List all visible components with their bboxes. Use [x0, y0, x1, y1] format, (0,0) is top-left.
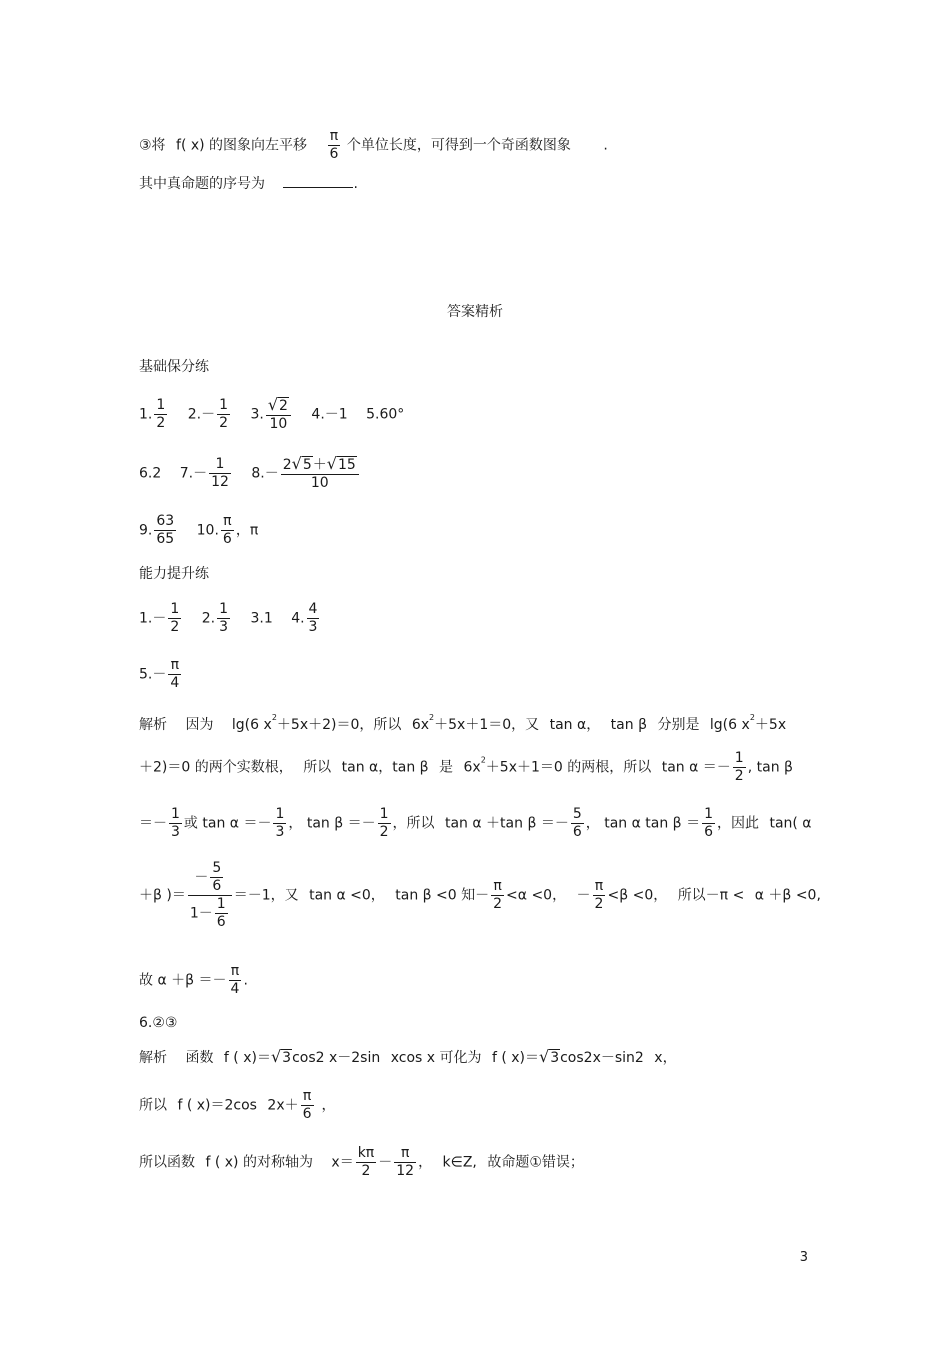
solution-6-line-3 — [139, 1145, 584, 1180]
text: ＋2)＝0 的两个实数根， — [139, 759, 293, 776]
text: . — [603, 137, 608, 154]
text: x — [263, 717, 272, 733]
text: f( x) 的图象向左平移 — [176, 137, 308, 154]
text: f ( x) 的对称轴为 — [205, 1154, 313, 1171]
section-title-advanced: 能力提升练 — [139, 566, 209, 582]
text: 所以－π < — [677, 887, 745, 904]
text: x — [741, 717, 750, 733]
text: 10. — [196, 522, 219, 539]
text: . — [353, 176, 358, 192]
answers-row-2 — [139, 455, 361, 492]
text: cos2x－sin2 — [560, 1050, 644, 1066]
sqrt: √15 — [326, 454, 356, 473]
fraction: $\frac{\pi}{2}$ — [594, 878, 604, 912]
fraction: $\frac{1}{3}$ — [171, 806, 180, 840]
text: k∈Z, — [442, 1154, 477, 1171]
text: f ( x)＝ — [223, 1050, 271, 1066]
fraction: $\frac{1}{6}$ — [704, 806, 713, 840]
text: 3.1 — [250, 610, 273, 627]
text: ＋5x＋1＝0 的两根，所以 — [485, 759, 652, 776]
text: tan α tan β ＝ — [604, 815, 701, 832]
text: ， — [585, 815, 600, 832]
fraction: $\frac{4}{3}$ — [308, 601, 318, 635]
text: ， — [418, 1154, 433, 1171]
text: lg(6 — [709, 717, 738, 733]
text: 3. — [250, 406, 264, 423]
problem-line-3 — [139, 128, 608, 163]
superscript: 2 — [480, 755, 486, 765]
text: 7.－ — [179, 465, 208, 482]
sqrt: √3 — [538, 1047, 560, 1066]
text: 或 tan α ＝－ — [183, 815, 272, 832]
text: 其中真命题的序号为 — [139, 176, 265, 192]
fraction: $\frac{\pi}{4}$ — [170, 657, 180, 691]
solution-5-line-2 — [139, 750, 793, 785]
problem-question — [139, 174, 358, 194]
text: tan α <0， — [309, 887, 385, 904]
text: <β <0， — [607, 887, 668, 904]
fraction: $\frac{\pi}{2}$ — [493, 878, 503, 912]
text: 9. — [139, 522, 153, 539]
fraction: $\frac{1}{3}$ — [275, 806, 285, 840]
fraction: $\frac{63}{65}$ — [156, 513, 175, 547]
fraction: $\frac{5}{6}$ — [212, 860, 222, 894]
answers-row-adv-1 — [139, 601, 321, 636]
fraction: $\frac{\pi}{12}$ — [396, 1145, 415, 1179]
answers-row-adv-6: 6.②③ — [139, 1015, 178, 1031]
text: tan β — [610, 717, 647, 733]
text: ，π — [235, 522, 259, 539]
answers-row-1 — [139, 396, 404, 433]
answer-title: 答案精析 — [447, 304, 503, 320]
text: 6x — [463, 759, 481, 776]
fraction: $\frac{\pi}{6}$ — [329, 128, 339, 162]
fraction: $\frac{1}{12}$ — [211, 456, 229, 490]
text: 1.－ — [139, 610, 167, 627]
sqrt: √2 — [267, 395, 288, 414]
label-analysis: 解析 — [139, 717, 167, 733]
text: － — [378, 1154, 393, 1171]
text: 4. — [291, 610, 305, 627]
text: tan α，tan β — [341, 759, 429, 776]
text: 是 — [439, 759, 454, 776]
text: 2. — [201, 610, 216, 627]
text: 分别是 — [657, 717, 700, 733]
text: ，所以 — [392, 815, 435, 832]
text: 8.－ — [251, 465, 279, 482]
text: 故 α ＋β ＝－ — [139, 972, 227, 989]
superscript: 2 — [429, 713, 435, 722]
fraction: $\frac{5}{6}$ — [572, 806, 582, 840]
fraction: $\frac{1}{3}$ — [219, 601, 229, 635]
text: α ＋β <0, — [754, 887, 821, 904]
text: f ( x)＝ — [491, 1050, 539, 1066]
fraction: $\frac{√2}{10}$ — [266, 396, 291, 433]
answer-blank — [283, 175, 353, 188]
fraction: $\frac{1}{2}$ — [170, 601, 180, 635]
text: tan α ＝－ — [661, 759, 731, 776]
text: lg(6 — [231, 717, 260, 733]
text: 所以 — [139, 1097, 167, 1114]
text: , tan β — [747, 759, 793, 776]
text: x， — [654, 1050, 677, 1066]
text: tan α ＋tan β ＝－ — [444, 815, 569, 832]
text: ＝－1，又 — [233, 887, 299, 904]
text: 个单位长度，可得到一个奇函数图象 — [346, 137, 571, 154]
text: － — [576, 887, 591, 904]
text: 1. — [139, 406, 153, 423]
text: ， — [288, 815, 303, 832]
label-analysis: 解析 — [139, 1050, 167, 1066]
sqrt: √3 — [270, 1047, 292, 1066]
text: 6x — [411, 717, 430, 733]
text: tan α， — [549, 717, 601, 733]
text: ③将 — [139, 137, 166, 154]
text: tan( α — [769, 815, 812, 832]
superscript: 2 — [749, 713, 755, 722]
section-title-basic: 基础保分练 — [139, 359, 209, 375]
solution-6-line-1 — [139, 1047, 677, 1068]
fraction: $\frac{1}{6}$ — [216, 896, 226, 930]
text: 故命题①错误； — [487, 1154, 584, 1171]
text: 5.－ — [139, 666, 167, 683]
text: 6.2 — [139, 465, 162, 482]
fraction: $\frac{\pi}{6}$ — [302, 1088, 312, 1122]
text: 4.－1 — [311, 406, 348, 423]
fraction: $\frac{1}{2}$ — [219, 397, 229, 431]
text: 函数 — [185, 1050, 214, 1066]
fraction: $\frac{k\pi}{2}$ — [357, 1145, 375, 1179]
text: ＝－ — [139, 815, 167, 832]
answers-row-adv-5 — [139, 657, 183, 692]
solution-5-line-5 — [139, 963, 248, 998]
fraction: $\frac{1}{2}$ — [734, 750, 744, 784]
text: 5.60° — [366, 406, 405, 423]
superscript: 2 — [271, 713, 277, 722]
text: 2.－ — [187, 406, 216, 423]
text: ＋5x＋2)＝0，所以 — [276, 717, 402, 733]
fraction: $\frac{\pi}{6}$ — [222, 513, 232, 547]
text: 所以 — [303, 759, 332, 776]
complex-fraction: － $\frac{5}{6}$ 1－ $\frac{1}{6}$ — [188, 860, 232, 931]
solution-5-line-4 — [139, 860, 821, 931]
text: ，因此 — [717, 815, 759, 832]
text: ， — [321, 1097, 336, 1114]
text: <α <0， — [506, 887, 567, 904]
solution-6-line-2 — [139, 1088, 336, 1123]
solution-5-line-1 — [139, 708, 786, 735]
fraction: $\frac{1}{2}$ — [156, 397, 166, 431]
text: ＋5x＋1＝0，又 — [434, 717, 540, 733]
fraction: $\frac{2√5+√15}{10}$ — [281, 455, 359, 492]
text: 所以函数 — [139, 1154, 195, 1171]
text: tan β <0 知－ — [395, 887, 490, 904]
answers-row-3 — [139, 513, 258, 548]
text: ＋5x — [754, 717, 787, 733]
fraction: $\frac{\pi}{4}$ — [230, 963, 240, 997]
text: f ( x)＝2cos — [177, 1097, 257, 1114]
text: . — [243, 972, 248, 989]
text: x＝ — [331, 1154, 354, 1171]
text: tan β ＝－ — [306, 815, 376, 832]
text: cos2 x－2sin — [292, 1050, 381, 1066]
text: 因为 — [185, 717, 214, 733]
fraction: $\frac{1}{2}$ — [379, 806, 389, 840]
sqrt: √5 — [291, 454, 312, 473]
text: xcos x 可化为 — [390, 1050, 482, 1066]
solution-5-line-3 — [139, 806, 812, 841]
page-number: 3 — [799, 1250, 808, 1265]
text: ＋β )＝ — [139, 887, 186, 904]
text: 2x＋ — [267, 1097, 299, 1114]
